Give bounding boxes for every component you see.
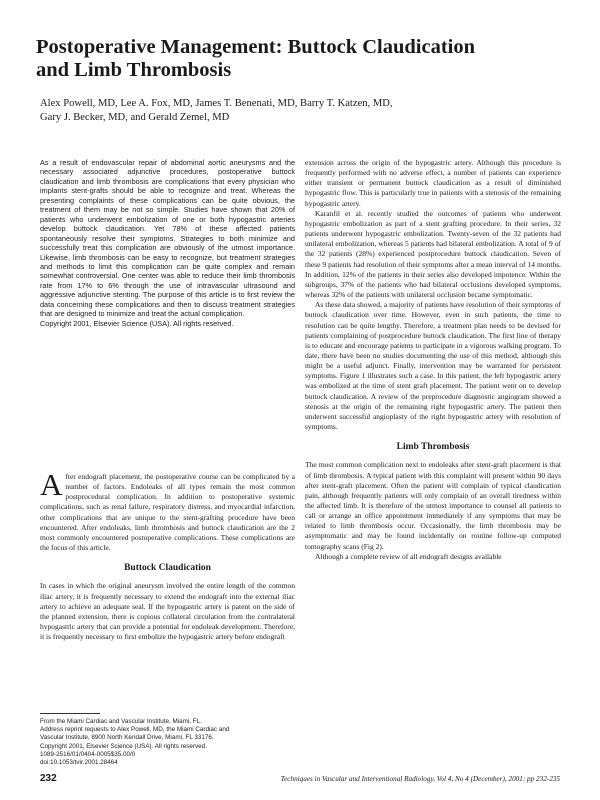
section-heading-limb-thrombosis: Limb Thrombosis <box>396 442 470 453</box>
abstract <box>40 158 295 328</box>
abstract-copyright: Copyright 2001, Elsevier Science (USA). All rights reserved. <box>40 318 234 328</box>
right-paragraph-1: extension across the origin of the hypogastric artery. Although this procedure is frequently performed with no adverse effect, a number of patients can experience either transient or permanent buttock claudication as a result of diminished hypogastric flow. This is particularly true in patients with a stenosis of the remaining hypogastric artery. <box>305 158 561 208</box>
buttock-claudication-paragraph-1: In cases in which the original aneurysm involved the entire length of the common iliac artery, it is frequently necessary to extend the endograft into the external iliac artery to achieve an adequate seal. If the hypogastric artery is patent on the side of the planned extension, there is copious collateral circulation from the contralateral hypogastric artery that can provide a potential for endoleak development. Therefore, it is frequently necessary to first embolize the hypogastric artery before endograft <box>40 581 295 642</box>
right-column-body <box>305 158 561 562</box>
footnote-reprint-2: Vascular Institute, 8900 North Kendall Drive, Miami, FL 33176. <box>40 734 214 742</box>
footnote-affiliation: From the Miami Cardiac and Vascular Institute, Miami, FL. <box>40 718 202 725</box>
footnote-issn: 1089-2516/01/0404-0005$35.00/0 <box>40 750 136 758</box>
footnote <box>40 718 295 767</box>
authors-line-2: Gary J. Becker, MD, and Gerald Zemel, MD <box>40 111 230 123</box>
article-title: Postoperative Management: Buttock Claudication and Limb Thrombosis <box>36 36 475 81</box>
author-list <box>40 97 540 124</box>
journal-citation: Techniques in Vascular and Interventional Radiology, Vol 4, No 4 (December), 2001: pp 232-235 <box>280 775 560 783</box>
footnote-copyright: Copyright 2001, Elsevier Science (USA). All rights reserved. <box>40 742 207 750</box>
limb-thrombosis-paragraph-2: Although a complete review of all endograft designs available <box>315 551 502 561</box>
right-paragraph-3: As these data showed, a majority of patients have resolution of their symptoms of buttock claudication over time. However, even in such patients, the time to resolution can be quite lengthy. Therefore, a treatment plan needs to be devised for patients complaining of postprocedure buttock claudication. The first line of therapy is to educate and encourage patients to participate in a vigorous walking program. To date, there have been no studies documenting the use of this method, although this might be a useful adjunct. Finally, intervention may be warranted for persistent symptoms. Figure 1 illustrates such a case. In this patient, the left hypogastric artery was embolized at the time of stent graft placement. The patient went on to develop buttock claudication. A review of the preprocedure diagnostic angiogram showed a stenosis at the origin of the remaining right hypogastric artery. The patient then underwent successful angioplasty of the right hypogastric artery with resolution of symptoms. <box>305 300 561 432</box>
footnote-reprint-1: Address reprint requests to Alex Powell, MD, the Miami Cardiac and <box>40 726 230 734</box>
drop-cap: A <box>40 467 63 502</box>
footnote-doi: doi:10.1053/tvir.2001.28464 <box>40 759 118 767</box>
authors-line-1: Alex Powell, MD, Lee A. Fox, MD, James T. Benenati, MD, Barry T. Katzen, MD, <box>40 98 393 109</box>
right-paragraph-2: Karanfil et al. recently studied the outcomes of patients who underwent hypogastric embolization as part of a stent grafting procedure. In their series, 32 patients underwent hypogastric embolization. Twenty-seven of the 32 patients had unilateral embolization, whereas 5 patients had bilateral embolization. A total of 9 of the 32 patients (28%) experienced postprocedure buttock claudication. Seven of these 9 patients had resolution of their symptoms after a mean interval of 14 months. In addition, 12% of the patients in their series also developed impotence. Within the subgroups, 37% of the patients who had bilateral occlusions developed symptoms, whereas 32% of the patients with unilateral occlusion became symptomatic. <box>305 208 561 300</box>
abstract-text: As a result of endovascular repair of abdominal aortic aneurysms and the necessary associated adjunctive procedures, postoperative buttock claudication and limb thrombosis are complications that every physician who implants stent-grafts should be able to recognize and treat. Whereas the presenting complaints of these complications can be quite obvious, the treatment of them may be not so simple. Studies have shown that 20% of patients who underwent embolization of one or both hypogastric arteries develop buttock claudication. Yet 78% of these affected patients spontaneously resolve their symptoms. Strategies to both minimize and successfully treat this complication are obviously of the utmost importance. Likewise, limb thrombosis can be easy to recognize, but treatment strategies and methods to limit this complication can be quite complex and remain somewhat controversial. One center was able to reduce their limb thrombosis rate from 17% to 6% through the use of intravascular ultrasound and aggressive adjunctive stenting. The purpose of this article is to first review the data concerning these complications and then to discuss treatment strategies that are designed to minimize and treat the actual complication. <box>40 158 295 319</box>
section-heading-buttock-claudication: Buttock Claudication <box>124 563 211 574</box>
page-number: 232 <box>40 773 57 784</box>
intro-paragraph <box>40 467 295 553</box>
intro-text: fter endograft placement, the postoperative course can be complicated by a number of factors. Endoleaks of all types remain the most common postprocedural complication. In addition to postoperative systemic complications, such as renal failure, respiratory distress, and myocardial infarction, other complications that are unique to the stent-grafting procedure have been encountered. After endoleaks, limb thrombosis and buttock claudication are the 2 most commonly encountered postoperative complications. These complications are the focus of this article. <box>40 472 295 553</box>
limb-thrombosis-paragraph-1: The most common complication next to endoleaks after stent-graft placement is that of limb thrombosis. A typical patient with this complaint will present within 90 days after stent-graft placement. Often the patient will complain of typical claudication pain, although frequently patients will only complain of an overall tiredness within the affected limb. It is therefore of the utmost importance to counsel all patients to call or arrange an office appointment immediately if any symptoms that may be related to limb thrombosis occur. Occasionally, the limb thrombosis may be asymptomatic and may be found incidentally on routine follow-up computed tomography scans (Fig 2). <box>305 460 561 551</box>
left-column-body <box>40 467 295 642</box>
footnote-divider <box>40 713 100 714</box>
